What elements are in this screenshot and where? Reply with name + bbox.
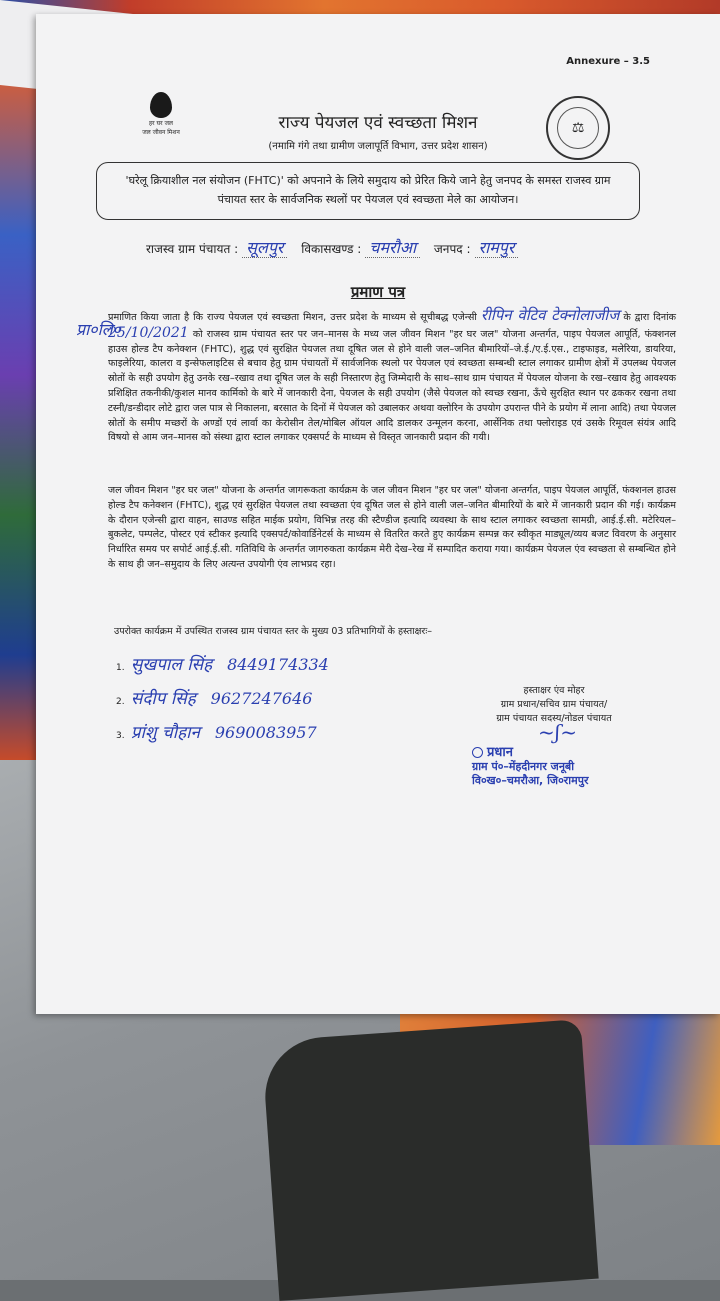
handwritten-prefix: प्रा०लि० (76, 320, 121, 339)
event-date: 25/10/2021 (108, 324, 189, 341)
district-value: रामपुर (475, 238, 519, 258)
participant-name: सुखपाल सिंह (130, 655, 213, 675)
block-value: चमरौआ (365, 238, 420, 258)
page-subtitle: (नमामि गंगे तथा ग्रामीण जलापूर्ति विभाग, उत्तर प्रदेश शासन) (268, 141, 488, 152)
stamp-line-2: वि०ख०–चमरौआ, जि०रामपुर (472, 774, 589, 787)
gram-panchayat-value: सूलपुर (242, 238, 287, 258)
participant-row: 1. सुखपाल सिंह 8449174334 (116, 655, 329, 675)
participant-phone: 9627247646 (210, 689, 313, 708)
signature-line-3: ग्राम पंचायत सदस्य/नोडल पंचायत (496, 713, 612, 724)
participant-row: 2. संदीप सिंह 9627247646 (116, 689, 313, 709)
handwritten-signature: ~ʃ~ (538, 720, 577, 744)
stamp-title: प्रधान (487, 745, 513, 760)
event-title-box: 'घरेलू क्रियाशील नल संयोजन (FHTC)' को अपनाने के लिये समुदाय को प्रेरित किये जाने हेतु जनपद के समस्त राजस्व ग्राम पंचायत स्तर के सार्वजनिक स्थलों पर पेयजल एवं स्वच्छता मेले का आयोजन। (96, 162, 640, 220)
panchayat-details-row (146, 236, 666, 258)
certificate-paragraph-2: जल जीवन मिशन "हर घर जल" योजना के अन्तर्गत जागरूकता कार्यक्रम के जल जीवन मिशन "हर घर जल" योजना अन्तर्गत, पाइप पेयजल आपूर्ति, फंक्शनल हाउस होल्ड टैप कनेक्शन (FHTC), शुद्ध एवं सुरक्षित पेयजल तथा स्वच्छता एंव दूषित जल से होने वाली जल–जनित बीमारियों के बारे में जानकारी प्रदान की गई। कार्यक्रम के दौरान एजेन्सी द्वारा वाहन, साउण्ड सहित माईक प्रयोग, विभिन्न तरह की स्टैण्डीज इत्यादि व्यवस्था के साथ स्टाल लगाकर स्वच्छता सामग्री, आई.ई.सी. मटेरियल–बुकलेट, पम्पलेट, पोस्टर एवं स्टीकर इत्यादि एक्सपर्ट/कोवार्डिनेटर्स के माध्यम से वितरित करते हुए कार्यक्रम सम्पन्न कर स्वीकृत माड्यूल/व्यय बजट विवरण के अनुसार निर्धारित समय पर सपोर्ट आई.ई.सी. गतिविधि के अन्तर्गत जागरुकता कार्यक्रम मेरी देख–रेख में सम्पादित कराया गया। कार्यक्रम पेयजल एंव स्वच्छता से सम्बन्धित होने के साथ ही जन–समुदाय के लिए अत्यन्त उपयोगी एंव लाभप्रद रहा। (108, 485, 676, 570)
stamp-line-1: ग्राम पं०–मेंहदीनगर जनूबी (472, 760, 575, 773)
background-dark-object (261, 1019, 598, 1301)
annexure-label: Annexure – 3.5 (566, 56, 650, 67)
participants-heading: उपरोक्त कार्यक्रम में उपस्थित राजस्व ग्राम पंचायत स्तर के मुख्य 03 प्रतिभागियों के हस्ताक्षरः– (114, 626, 432, 637)
logo-left-text: हर घर जल (149, 120, 173, 127)
gram-panchayat-label: राजस्व ग्राम पंचायत : (146, 242, 239, 256)
participant-row: 3. प्रांशु चौहान 9690083957 (116, 723, 317, 743)
participant-name: संदीप सिंह (130, 689, 196, 709)
participant-phone: 8449174334 (227, 655, 329, 674)
para1-text-a: प्रमाणित किया जाता है कि राज्य पेयजल एवं स्वच्छता मिशन, उत्तर प्रदेश के माध्यम से सूचीबद्ध एजेन्सी (108, 312, 477, 323)
stamp-circle-icon (472, 747, 483, 758)
certificate-paragraph-1 (108, 308, 676, 446)
logo-left-subtext: जल जीवन मिशन (142, 129, 180, 136)
document-sheet (36, 14, 720, 1014)
participant-name: प्रांशु चौहान (130, 723, 200, 743)
participant-phone: 9690083957 (214, 723, 317, 742)
signature-line-2: ग्राम प्रधान/सचिव ग्राम पंचायत/ (500, 699, 608, 710)
para1-text-b: के द्वारा दिनांक (623, 312, 676, 323)
para1-text-c: को राजस्व ग्राम पंचायत स्तर पर जन–मानस के मध्य जल जीवन मिशन "हर घर जल" योजना अन्तर्गत, पाइप पेयजल आपूर्ति, फंक्शनल हाउस होल्ड टैप कनेक्शन (FHTC), शुद्ध एवं सुरक्षित पेयजल तथा दूषित जल से होने वाली जल–जनित बीमारियों–जे.ई./ए.ई.एस., टाइफाइड, मलेरिया, डायरिया, फाइलेरिया, कालरा व इन्सेफलाइटिस से बचाव हेतु ग्राम पंचायतों में सार्वजनिक स्थलो पर पेयजल एवं स्वच्छता सम्बन्धी स्टाल लगाकर ग्रामीण क्षेत्रों में उपलब्ध पेयजल स्रोतों के सही उपयोग हेतु उनके रख–रखाव तथा दूषित जल के सही निस्तारण हेतु जिम्मेदारी के साथ–साथ ग्राम पंचायत में पेयजल योजना के रख–रखाव हेतु आवश्यक प्रशिक्षित तकनीकी/कुशल मानव कार्मिको के बारे में जानकारी देना, पेयजल के सही उपयोग (जैसे पेयजल को स्वच्छ रखना, ऊँचे सुरक्षित स्थान पर ढककर रखना तथा टस्नी/डन्डीदार लोटे द्वारा जल पात्र से निकालना, बरसात के दिनों में पेयजल को उबालकर अथवा क्लोरिन के उपयोग उपरान्त पीने के प्रयोग में लाना आदि) तथा पेयजल स्रोतों के समीप मच्छरों के अण्डों एवं लार्वा का केरोसीन तेल/मोबिल ऑयल आदि डालकर उन्मूलन करना, आर्सेनिक तथा फ्लोराइड एवं उसके रिमूवल संयंत्र आदि विषयो से आम जन–मानस को संस्था द्वारा स्टाल लगाकर एक्सपर्ट के माध्यम से विस्तृत जानकारी प्रदान की गयी। (108, 328, 676, 444)
pradhan-stamp (472, 746, 662, 788)
certificate-heading: प्रमाण पत्र (350, 283, 406, 301)
signature-line-1: हस्ताक्षर एंव मोहर (523, 685, 585, 696)
agency-name: रीपिन वेटिव टेक्नोलाजीज (480, 306, 620, 324)
page-title: राज्य पेयजल एवं स्वच्छता मिशन (278, 113, 478, 133)
district-label: जनपद : (433, 242, 471, 256)
up-govt-seal-icon: ⚖ (546, 96, 610, 160)
block-label: विकासखण्ड : (301, 242, 362, 256)
